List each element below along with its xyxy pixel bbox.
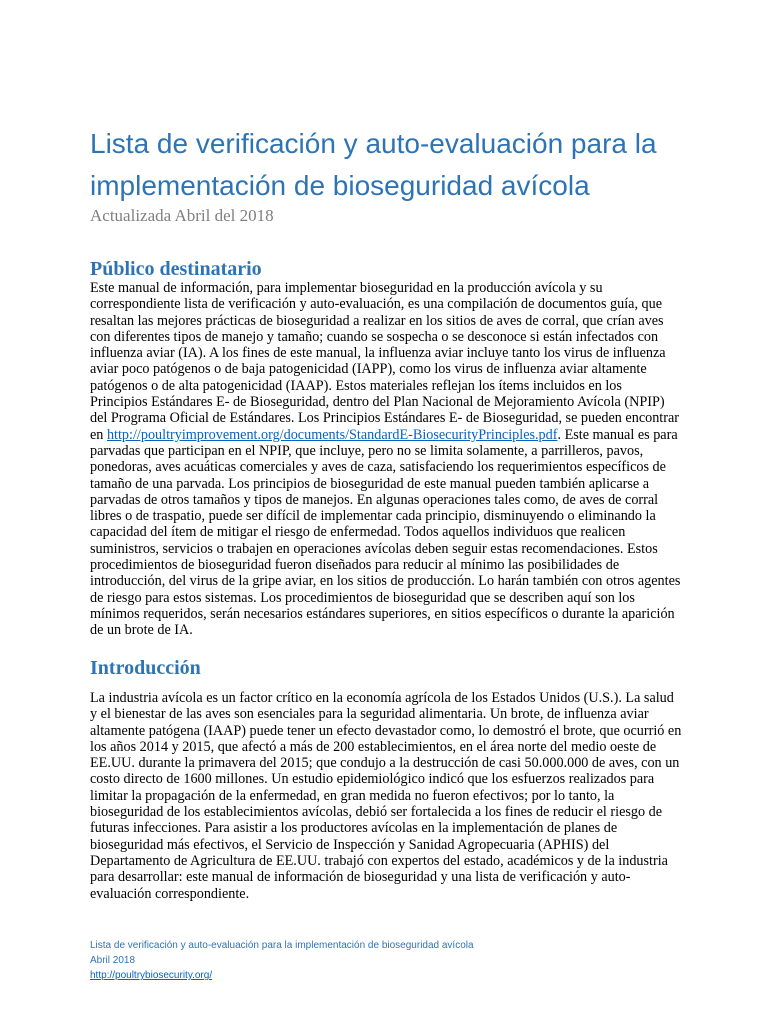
section-body-introduccion: La industria avícola es un factor crítico en la economía agrícola de los Estados Unidos (U.S.). La salud y el bienestar de las aves son esenciales para la seguridad alimentaria. Un brote, de influenza aviar altamente patógena (IAAP) puede tener un efecto devastador como, lo demostró el brote, que ocurrió en los años 2014 y 2015, que afectó a más de 200 establecimientos, en el área norte del medio oeste de EE.UU. durante la primavera del 2015; que condujo a la destrucción de casi 50.000.000 de aves, con un costo directo de 1600 millones. Un estudio epidemiológico indicó que los esfuerzos realizados para limitar la propagación de la enfermedad, en gran medida no fueron efectivos; por lo tanto, la bioseguridad de los establecimientos avícolas, debió ser fortalecida a los fines de reducir el riesgo de futuras infecciones. Para asistir a los productores avícolas en la implementación de planes de bioseguridad más efectivos, el Servicio de Inspección y Sanidad Agropecuaria (APHIS) del Departamento de Agricultura de EE.UU. trabajó con expertos del estado, académicos y de la industria para desarrollar: este manual de información de bioseguridad y una lista de verificación y auto-evaluación correspondiente. (90, 690, 682, 902)
standard-e-link[interactable]: http://poultryimprovement.org/documents/StandardE-BiosecurityPrinciples.pdf (106, 426, 558, 443)
body-text: Este manual de información, para implementar bioseguridad en la producción avícola y su correspondiente lista de verificación y auto-evaluación, es una compilación de documentos guía, que resaltan las mejores prácticas de bioseguridad a realizar en los sitios de aves de corral, que crían aves con diferentes tipos de manejo y tamaño; cuando se sospecha o se desconoce si están infectados con influenza aviar (IA). A los fines de este manual, la influenza aviar incluye tanto los virus de influenza aviar poco patógenos o de baja patogenicidad (IAPP), como los virus de influenza aviar altamente patógenos o de alta patogenicidad (IAAP). Estos materiales reflejan los ítems incluidos en los Principios Estándares E- de Bioseguridad, dentro del Plan Nacional de Mejoramiento Avícola (NPIP) del Programa Oficial de Estándares. Los Principios Estándares E- de Bioseguridad, se pueden encontrar en (90, 280, 679, 443)
section-heading-introduccion: Introducción (90, 657, 201, 679)
body-text: . Este manual es para parvadas que participan en el NPIP, que incluye, pero no se limita solamente, a parrilleros, pavos, ponedoras, aves acuáticas comerciales y aves de caza, satisfaciendo los requerimientos específicos de tamaño de una parvada. Los principios de bioseguridad de este manual pueden también aplicarse a parvadas de otros tamaños y tipos de manejos. En algunas operaciones tales como, de aves de corral libres o de traspatio, puede ser difícil de implementar cada principio, disminuyendo o eliminando la capacidad del ítem de mitigar el riesgo de enfermedad. Todos aquellos individuos que realicen suministros, servicios o trabajen en operaciones avícolas deben seguir estas recomendaciones. Estos procedimientos de bioseguridad fueron diseñados para reducir al mínimo las posibilidades de introducción, del virus de la gripe aviar, en los sitios de producción. Lo harán también con otros agentes de riesgo para estos sistemas. Los procedimientos de bioseguridad que se describen aquí son los mínimos requeridos, serán necesarios estándares superiores, en sitios específicos o durante la aparición de un brote de IA. (90, 426, 681, 639)
footer-title: Lista de verificación y auto-evaluación para la implementación de bioseguridad avícola (90, 940, 474, 951)
section-heading-publico: Público destinatario (90, 258, 262, 280)
document-subtitle: Actualizada Abril del 2018 (90, 206, 274, 225)
footer-link[interactable]: http://poultrybiosecurity.org/ (90, 970, 213, 981)
footer-date: Abril 2018 (90, 955, 136, 966)
page-footer (90, 938, 474, 983)
section-body-publico (90, 280, 682, 639)
document-title: Lista de verificación y auto-evaluación para la implementación de bioseguridad avícola (90, 128, 657, 201)
